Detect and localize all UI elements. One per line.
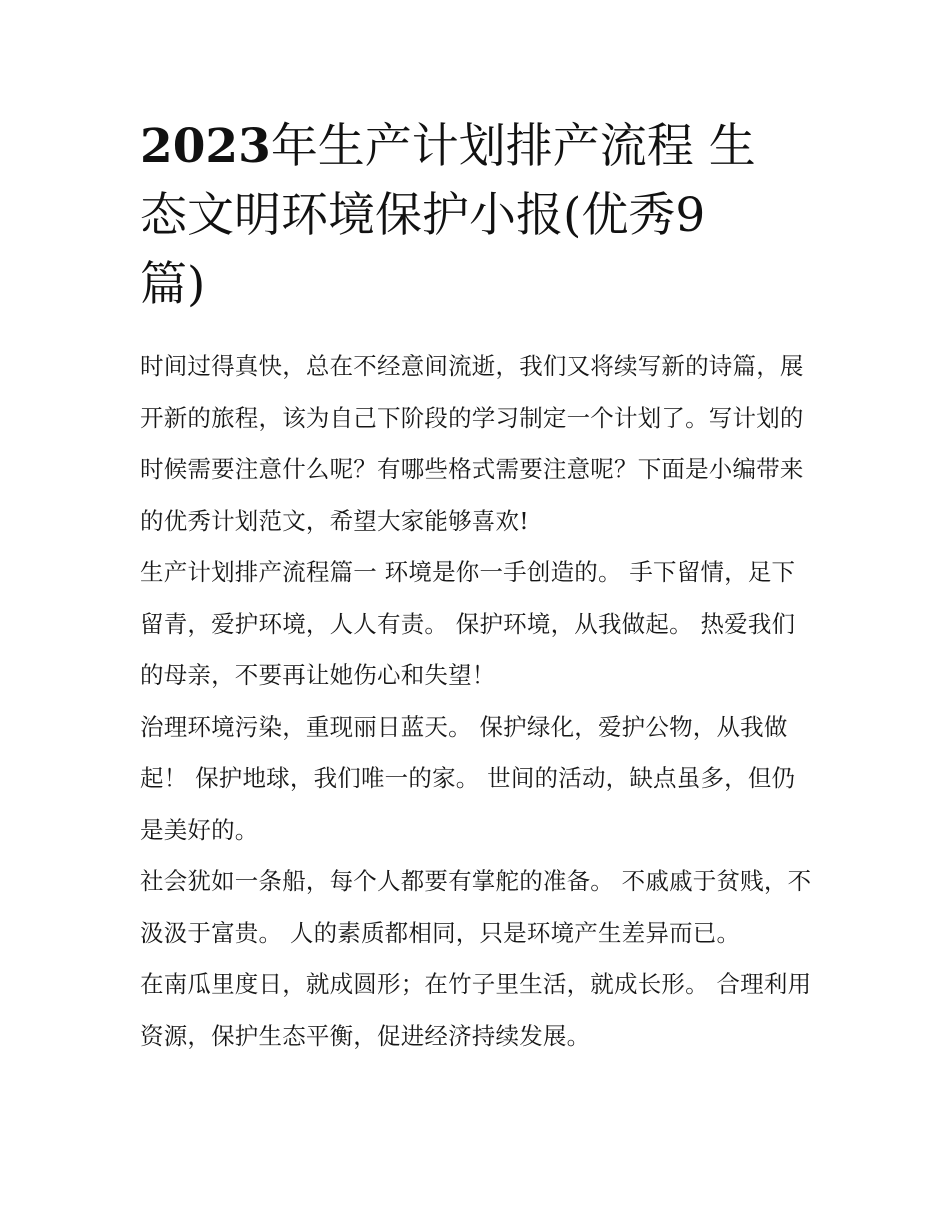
body-paragraph-1: 生产计划排产流程篇一 环境是你一手创造的。 手下留情，足下留青，爱护环境，人人有责。 保护环境，从我做起。 热爱我们的母亲，不要再让她伤心和失望！ bbox=[140, 558, 796, 689]
body-paragraph-4: 在南瓜里度日，就成圆形；在竹子里生活，就成长形。 合理利用资源，保护生态平衡，促进经济持续发展。 bbox=[140, 970, 812, 1050]
document-title bbox=[140, 112, 770, 319]
title-text: 年生产计划排产流程 生态文明环境保护小报(优秀9篇) bbox=[140, 119, 756, 312]
intro-paragraph: 时间过得真快，总在不经意间流逝，我们又将续写新的诗篇，展开新的旅程，该为自己下阶段的学习制定一个计划了。写计划的时候需要注意什么呢？有哪些格式需要注意呢？下面是小编带来的优秀计划范文，希望大家能够喜欢! bbox=[140, 352, 804, 535]
document-page bbox=[140, 112, 815, 1062]
body-paragraph-2: 治理环境污染，重现丽日蓝天。 保护绿化，爱护公物，从我做起！ 保护地球，我们唯一的家。 世间的活动，缺点虽多，但仍是美好的。 bbox=[140, 712, 796, 844]
body-paragraph-3: 社会犹如一条船，每个人都要有掌舵的准备。 不戚戚于贫贱，不汲汲于富贵。 人的素质都相同，只是环境产生差异而已。 bbox=[140, 867, 812, 947]
title-year: 2023 bbox=[140, 119, 271, 174]
